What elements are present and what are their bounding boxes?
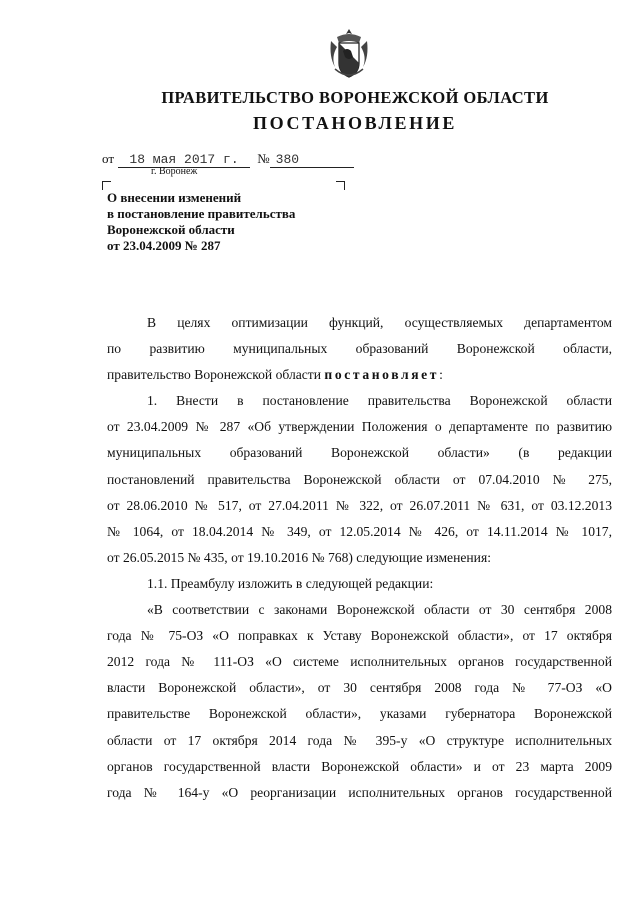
body-line: «В соответствии с законами Воронежской области от 30 сентября 2008 — [147, 602, 612, 618]
subject-line: Воронежской области — [107, 222, 235, 237]
number-label: № — [257, 151, 270, 166]
date-from-label: от — [102, 151, 115, 166]
body-line: 1.1. Преамбулу изложить в следующей редакции: — [147, 575, 434, 591]
body-line: области от 17 октября 2014 года № 395-у «О структуре исполнительных — [107, 732, 612, 748]
document-number: 380 — [270, 152, 354, 168]
body-line-part: правительство Воронежской области — [107, 367, 325, 383]
document-date: 18 мая 2017 г. — [118, 152, 250, 168]
document-body — [107, 310, 612, 806]
body-line: В целях оптимизации функций, осуществляемых департаментом — [147, 315, 612, 330]
subject-line: от 23.04.2009 № 287 — [107, 238, 221, 253]
subject-corner-left — [102, 181, 111, 190]
body-line: года № 164-у «О реорганизации исполнительных органов государственной — [107, 784, 612, 800]
body-line: 1. Внести в постановление правительства Воронежской области — [147, 393, 612, 409]
document-type-title: ПОСТАНОВЛЕНИЕ — [253, 113, 457, 133]
subject-block — [107, 190, 347, 254]
decree-word: постановляет — [324, 367, 440, 383]
body-line: 2012 года № 111-ОЗ «О системе исполнительных органов государственной — [107, 654, 612, 670]
body-line: постановлений правительства Воронежской области от 07.04.2010 № 275, — [107, 471, 612, 487]
body-line: власти Воронежской области», от 30 сентября 2008 года № 77-ОЗ «О — [107, 680, 612, 696]
body-line: органов государственной власти Воронежской области» и от 23 марта 2009 — [107, 758, 612, 774]
subject-line: в постановление правительства — [107, 206, 296, 221]
body-line: года № 75-ОЗ «О поправках к Уставу Воронежской области», от 17 октября — [107, 628, 612, 644]
body-line: от 28.06.2010 № 517, от 27.04.2011 № 322, от 26.07.2011 № 631, от 03.12.2013 — [107, 497, 612, 513]
subject-corner-right — [336, 181, 345, 190]
city-label: г. Воронеж — [151, 166, 198, 177]
subject-line: О внесении изменений — [107, 190, 242, 205]
body-line-decree — [107, 362, 612, 388]
organization-title: ПРАВИТЕЛЬСТВО ВОРОНЕЖСКОЙ ОБЛАСТИ — [161, 88, 549, 107]
body-line: по развитию муниципальных образований Воронежской области, — [107, 341, 612, 357]
body-line: от 23.04.2009 № 287 «Об утверждении Положения о департаменте по развитию — [107, 419, 612, 435]
body-line: № 1064, от 18.04.2014 № 349, от 12.05.2014 № 426, от 14.11.2014 № 1017, — [107, 523, 612, 539]
date-number-line — [102, 151, 354, 168]
coat-of-arms-icon — [327, 27, 371, 81]
body-line: муниципальных образований Воронежской области» (в редакции — [107, 445, 612, 461]
body-line: от 26.05.2015 № 435, от 19.10.2016 № 768) следующие изменения: — [107, 549, 491, 565]
decree-colon: : — [439, 367, 443, 383]
body-line: правительстве Воронежской области», указами губернатора Воронежской — [107, 706, 612, 722]
